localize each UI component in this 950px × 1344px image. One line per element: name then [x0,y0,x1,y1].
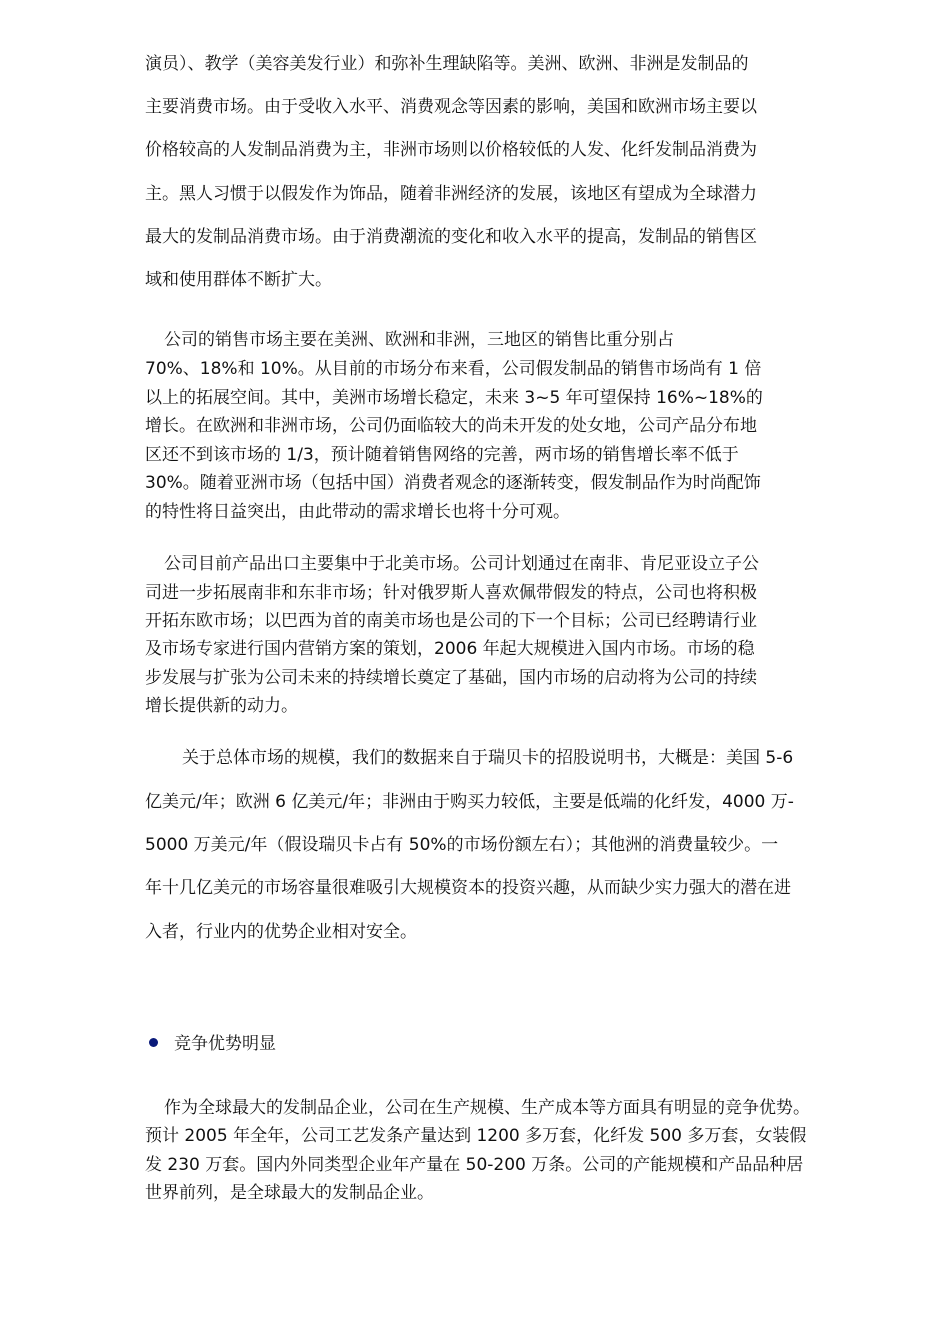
text-line: 步发展与扩张为公司未来的持续增长奠定了基础，国内市场的启动将为公司的持续 [145,668,757,688]
text-line: 域和使用群体不断扩大。 [145,270,332,290]
text-line: 发 230 万套。国内外同类型企业年产量在 50-200 万条。公司的产能规模和产品品种居 [145,1155,804,1175]
text-line: 公司的销售市场主要在美洲、欧洲和非洲，三地区的销售比重分别占 [164,330,674,350]
text-line: 年十几亿美元的市场容量很难吸引大规模资本的投资兴趣，从而缺少实力强大的潜在进 [145,878,791,898]
text-line: 主。黑人习惯于以假发作为饰品，随着非洲经济的发展，该地区有望成为全球潜力 [145,184,757,204]
text-line: 最大的发制品消费市场。由于消费潮流的变化和收入水平的提高，发制品的销售区 [145,227,757,247]
bullet-heading-text: 竞争优势明显 [174,1034,276,1054]
text-line: 5000 万美元/年（假设瑞贝卡占有 50%的市场份额左右）；其他洲的消费量较少。一 [145,835,779,855]
bullet-dot-icon [149,1038,158,1047]
text-line: 世界前列，是全球最大的发制品企业。 [145,1183,434,1203]
text-line: 预计 2005 年全年，公司工艺发条产量达到 1200 多万套，化纤发 500 多万套，女装假 [145,1126,807,1146]
text-line: 30%。随着亚洲市场（包括中国）消费者观念的逐渐转变，假发制品作为时尚配饰 [145,473,761,493]
text-line: 作为全球最大的发制品企业，公司在生产规模、生产成本等方面具有明显的竞争优势。 [164,1098,810,1118]
text-line: 入者，行业内的优势企业相对安全。 [145,922,417,942]
text-line: 演员）、教学（美容美发行业）和弥补生理缺陷等。美洲、欧洲、非洲是发制品的 [145,54,749,74]
text-line: 以上的拓展空间。其中，美洲市场增长稳定，未来 3~5 年可望保持 16%~18%的 [145,388,763,408]
text-line: 主要消费市场。由于受收入水平、消费观念等因素的影响，美国和欧洲市场主要以 [145,97,757,117]
text-line: 公司目前产品出口主要集中于北美市场。公司计划通过在南非、肯尼亚设立子公 [164,554,759,574]
text-line: 增长。在欧洲和非洲市场，公司仍面临较大的尚未开发的处女地，公司产品分布地 [145,416,757,436]
text-line: 的特性将日益突出，由此带动的需求增长也将十分可观。 [145,502,570,522]
text-line: 增长提供新的动力。 [145,696,298,716]
text-line: 司进一步拓展南非和东非市场；针对俄罗斯人喜欢佩带假发的特点，公司也将积极 [145,583,757,603]
text-line: 价格较高的人发制品消费为主，非洲市场则以价格较低的人发、化纤发制品消费为 [145,140,757,160]
text-line: 70%、18%和 10%。从目前的市场分布来看，公司假发制品的销售市场尚有 1 倍 [145,359,762,379]
text-line: 区还不到该市场的 1/3，预计随着销售网络的完善，两市场的销售增长率不低于 [145,445,739,465]
text-line: 开拓东欧市场；以巴西为首的南美市场也是公司的下一个目标；公司已经聘请行业 [145,611,757,631]
text-line: 关于总体市场的规模，我们的数据来自于瑞贝卡的招股说明书，大概是：美国 5-6 [182,748,794,768]
text-line: 及市场专家进行国内营销方案的策划，2006 年起大规模进入国内市场。市场的稳 [145,639,755,659]
text-line: 亿美元/年；欧洲 6 亿美元/年；非洲由于购买力较低，主要是低端的化纤发，4000 万- [145,792,794,812]
